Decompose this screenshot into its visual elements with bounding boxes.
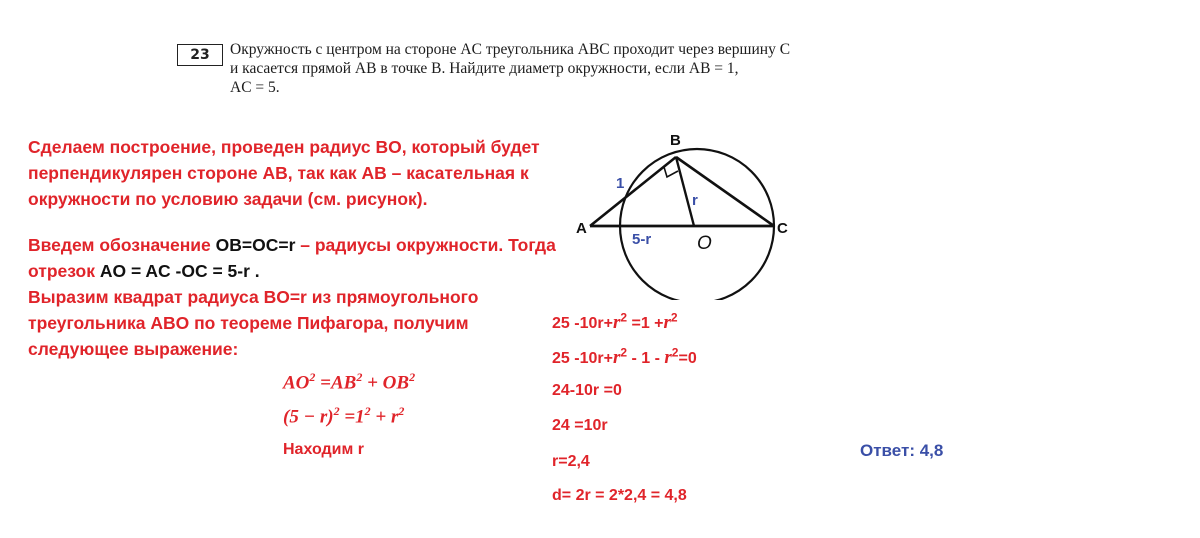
r1-b: =1 +	[627, 315, 664, 332]
label-AB-length: 1	[616, 175, 625, 192]
equation-pythagoras	[283, 370, 415, 394]
sol-p2	[28, 232, 588, 258]
problem-line-2: и касается прямой AB в точке B. Найдите диаметр окружности, если AB = 1,	[230, 60, 739, 77]
right-eq-3: 24-10r =0	[552, 382, 622, 399]
sol-p3-eq: AO = AC -OC = 5-r .	[99, 261, 260, 281]
eq1-plus: + OB	[362, 372, 410, 394]
answer-text: Ответ: 4,8	[860, 441, 944, 460]
r2-d: =0	[678, 350, 697, 367]
find-r-text: Находим r	[283, 441, 365, 458]
label-A: A	[576, 220, 587, 237]
problem-number: 23	[177, 44, 223, 66]
r1-exp1: 2	[620, 310, 628, 325]
equation-substituted	[283, 404, 404, 428]
r1-a: 25 -10r+	[552, 315, 613, 332]
sol-p2-pre: Введем обозначение	[28, 235, 216, 255]
geometry-diagram	[560, 125, 820, 300]
eq2-exp3: 2	[398, 404, 405, 418]
problem-line-1: Окружность с центром на стороне AC треугольника ABC проходит через вершину C	[230, 41, 791, 58]
eq2-exp2: 2	[364, 404, 371, 418]
sol-p4-line1: Выразим квадрат радиуса BO=r из прямоугольного	[28, 287, 479, 307]
eq2-a: (5 − r)	[283, 406, 334, 428]
eq2-plus: + r	[370, 406, 399, 428]
eq1-exp2: 2	[356, 370, 363, 384]
eq2-mid: =1	[339, 406, 365, 428]
label-C: C	[777, 220, 788, 237]
right-angle-mark	[664, 167, 678, 177]
right-eq-2	[552, 347, 697, 369]
solution-text	[28, 134, 588, 362]
label-AO-length: 5-r	[632, 231, 652, 248]
problem-line-3: AC = 5.	[230, 79, 280, 96]
eq1-a: AO	[283, 372, 310, 394]
r1-c: r	[663, 312, 671, 333]
r2-a: 25 -10r+	[552, 350, 613, 367]
right-eq-1	[552, 312, 678, 334]
eq1-exp1: 2	[309, 370, 316, 384]
label-B: B	[670, 132, 681, 149]
r2-r: r	[612, 347, 621, 368]
sol-p3	[28, 258, 588, 284]
sol-p3-pre: отрезок	[28, 261, 100, 281]
eq1-exp3: 2	[409, 370, 416, 384]
sol-p1-line2: перпендикулярен стороне AB, так как AB – касательная к	[28, 163, 529, 183]
label-O: O	[697, 233, 712, 254]
eq1-mid: =AB	[315, 372, 357, 394]
r2-exp1: 2	[620, 345, 628, 360]
sol-p4-line3: следующее выражение:	[28, 339, 239, 359]
r1-exp2: 2	[670, 310, 678, 325]
right-eq-4: 24 =10r	[552, 417, 608, 434]
sol-p1-line1: Сделаем построение, проведен радиус BO, который будет	[28, 137, 540, 157]
segment-AB	[590, 157, 676, 226]
eq2-exp1: 2	[333, 404, 340, 418]
problem-statement	[230, 40, 830, 97]
right-eq-5: r=2,4	[552, 453, 590, 470]
sol-p2-post: – радиусы окружности. Тогда	[295, 235, 556, 255]
r1-r: r	[612, 312, 621, 333]
r2-exp2: 2	[671, 345, 679, 360]
r2-b: - 1 -	[627, 350, 665, 367]
label-radius: r	[692, 192, 698, 209]
r2-c: r	[664, 347, 672, 368]
sol-p1-line3: окружности по условию задачи (см. рисунок).	[28, 189, 428, 209]
spacer	[28, 212, 588, 232]
sol-p4-line2: треугольника ABO по теореме Пифагора, получим	[28, 313, 469, 333]
sol-p2-eq: OB=OC=r	[215, 235, 296, 255]
right-eq-6: d= 2r = 2*2,4 = 4,8	[552, 487, 687, 504]
